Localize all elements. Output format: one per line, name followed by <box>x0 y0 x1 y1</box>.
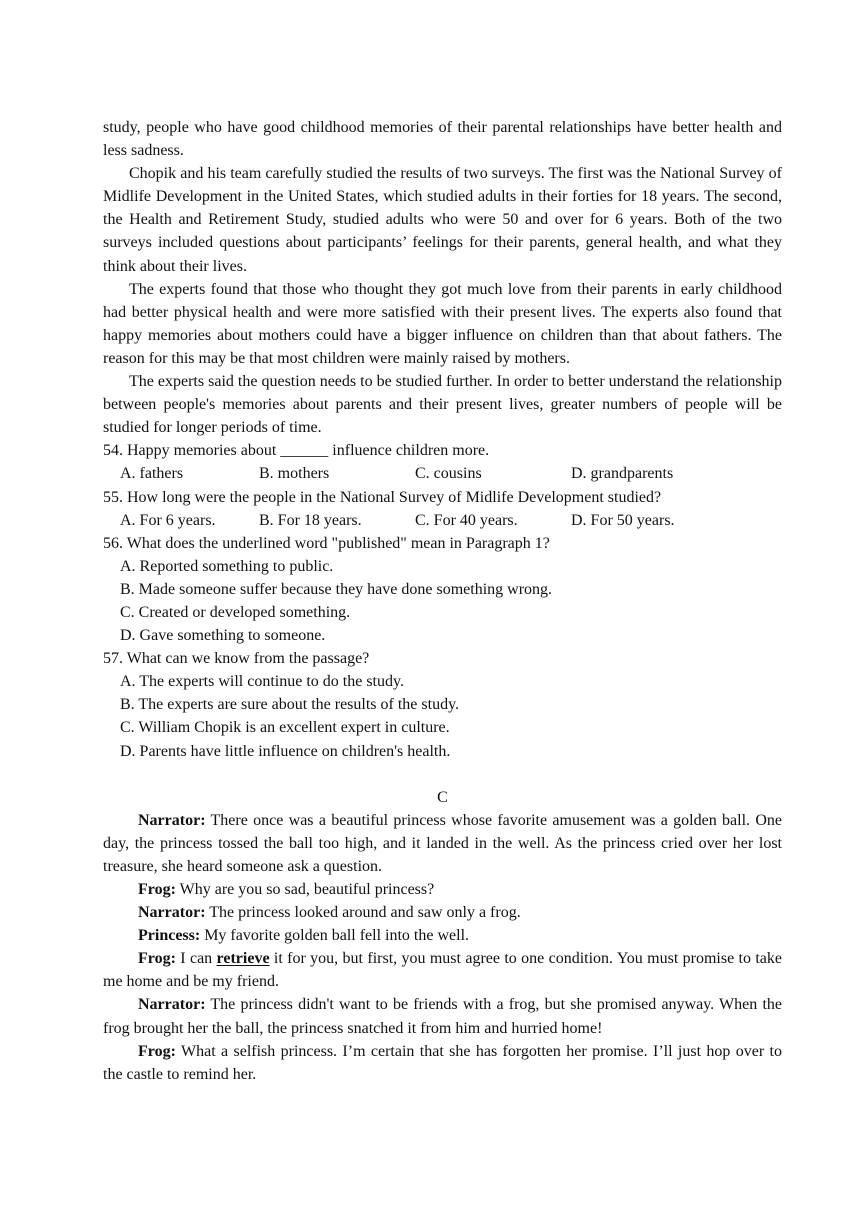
speaker-label: Narrator: <box>138 904 206 922</box>
passage-paragraph: study, people who have good childhood memories of their parental relationships have better health and less sadness. <box>103 119 782 160</box>
option-b[interactable]: B. The experts are sure about the results of the study. <box>120 696 460 714</box>
dialogue-text: it for you, but first, you must agree to one condition. You must promise to take me home and be my friend. <box>103 950 782 991</box>
dialogue-line <box>103 947 782 993</box>
dialogue-line <box>103 809 782 878</box>
question-54-options <box>103 462 782 485</box>
dialogue-text: The princess didn't want to be friends with a frog, but she promised anyway. When the frog brought her the ball, the princess snatched it from him and hurried home! <box>103 996 782 1037</box>
option-d[interactable]: D. Gave something to someone. <box>120 627 326 645</box>
speaker-label: Frog: <box>138 950 176 968</box>
option-a[interactable]: A. fathers <box>120 465 184 483</box>
passage-paragraph: Chopik and his team carefully studied the results of two surveys. The first was the National Survey of Midlife Development in the United States, which studied adults in their forties for 18 years. The second, the Health and Retirement Study, studied adults who were 50 and over for 6 years. Both of the two surveys included questions about participants’ feelings for their parents, general health, and what they think about their lives. <box>103 165 782 275</box>
option-a[interactable]: A. Reported something to public. <box>120 557 334 575</box>
question-56: 56. What does the underlined word "published" mean in Paragraph 1? <box>103 534 550 552</box>
dialogue-text: I can <box>175 950 217 968</box>
option-d[interactable]: D. Parents have little influence on children's health. <box>120 742 451 760</box>
option-a[interactable]: A. The experts will continue to do the study. <box>120 673 404 691</box>
dialogue-text: What a selfish princess. I’m certain that she has forgotten her promise. I’ll just hop over to the castle to remind her. <box>103 1042 782 1083</box>
dialogue-line <box>103 993 782 1039</box>
speaker-label: Frog: <box>138 1042 176 1060</box>
dialogue-text: The princess looked around and saw only a frog. <box>205 904 521 922</box>
option-d[interactable]: D. For 50 years. <box>571 511 675 529</box>
option-b[interactable]: B. mothers <box>259 465 330 483</box>
option-b[interactable]: B. For 18 years. <box>259 511 362 529</box>
passage-paragraph: The experts found that those who thought they got much love from their parents in early childhood had better physical health and were more satisfied with their present lives. The experts also found that happy memories about mothers could have a bigger influence on children than that about fathers. The reason for this may be that most children were mainly raised by mothers. <box>103 280 782 367</box>
option-b[interactable]: B. Made someone suffer because they have done something wrong. <box>120 580 553 598</box>
speaker-label: Narrator: <box>138 996 206 1014</box>
option-c[interactable]: C. For 40 years. <box>415 511 518 529</box>
question-55: 55. How long were the people in the National Survey of Midlife Development studied? <box>103 488 662 506</box>
question-55-options <box>103 509 782 532</box>
speaker-label: Narrator: <box>138 811 206 829</box>
option-d[interactable]: D. grandparents <box>571 465 674 483</box>
passage-paragraph: The experts said the question needs to be studied further. In order to better understand the relationship between people's memories about parents and their present lives, greater numbers of people will be studied for longer periods of time. <box>103 373 782 437</box>
page-content <box>103 116 782 1086</box>
dialogue-text: Why are you so sad, beautiful princess? <box>175 881 435 898</box>
option-a[interactable]: A. For 6 years. <box>120 511 216 529</box>
dialogue-text: There once was a beautiful princess whose favorite amusement was a golden ball. One day, the princess tossed the ball too high, and it landed in the well. As the princess cried over her lost treasure, she heard someone ask a question. <box>103 811 782 875</box>
question-54: 54. Happy memories about ______ influence children more. <box>103 442 490 460</box>
dialogue-line <box>103 878 782 901</box>
question-57: 57. What can we know from the passage? <box>103 650 370 668</box>
dialogue-line <box>103 1040 782 1086</box>
option-c[interactable]: C. William Chopik is an excellent expert in culture. <box>120 719 450 737</box>
speaker-label: Princess: <box>138 927 201 945</box>
dialogue-line <box>103 924 782 947</box>
dialogue-line <box>103 901 782 924</box>
underlined-word: retrieve <box>216 950 270 968</box>
option-c[interactable]: C. cousins <box>415 465 482 483</box>
option-c[interactable]: C. Created or developed something. <box>120 603 351 621</box>
speaker-label: Frog: <box>138 881 176 898</box>
section-title: C <box>437 788 448 806</box>
dialogue-text: My favorite golden ball fell into the well. <box>200 927 470 945</box>
